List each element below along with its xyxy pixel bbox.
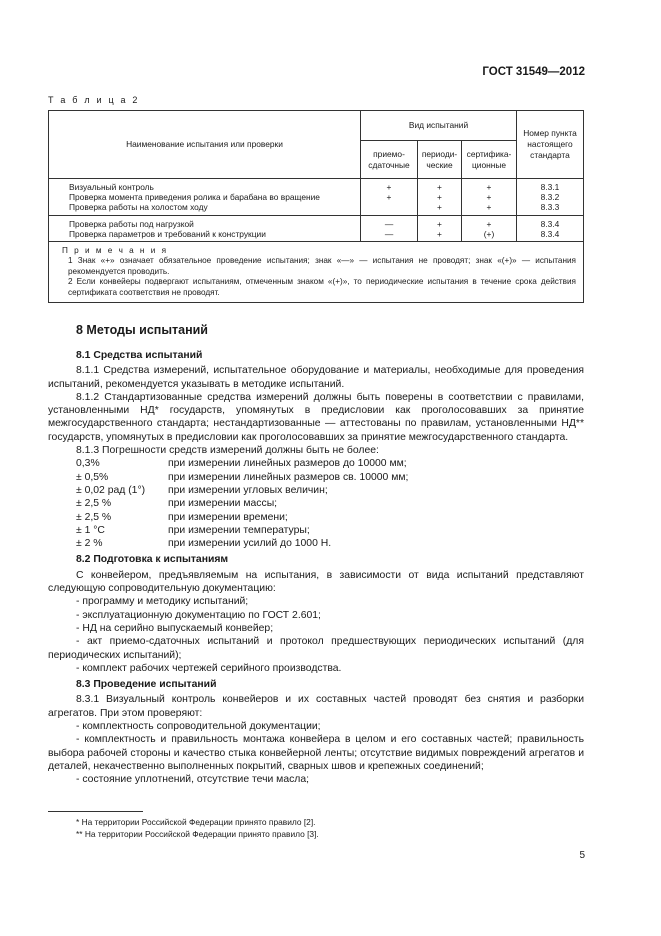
measure-row: [48, 471, 584, 484]
table-header-row: [49, 111, 584, 141]
list-item: - комплектность и правильность монтажа конвейера в целом и его составных частей; правильность выбора рабочей стороны и качество стыка конвейерной ленты; отсутствие видимых повреждений агрегатов и деталей, некачественно выполненных покрытий, сварных швов и крепежных соединений;: [48, 734, 584, 772]
subsection-heading: 8.2 Подготовка к испытаниям: [76, 554, 229, 566]
measure-value: ± 0,02 рад (1°): [76, 484, 146, 496]
paragraph: 8.1.2 Стандартизованные средства измерений должны быть поверены в соответствии с правилами, установленными НД* государств, упомянутых в предисловии как проголосовавших за принятие межгосударственного стандарта; нестандартизованные — аттестованы по правилам, установленными НД** государств, упомянутых в предисловии как проголосовавших за принятие межгосударственного стандарта.: [48, 391, 584, 443]
measure-value: ± 2,5 %: [76, 498, 112, 510]
measure-row: [48, 457, 584, 470]
section-title: 8 Методы испытаний: [76, 323, 208, 337]
subsection-heading: 8.1 Средства испытаний: [76, 350, 203, 361]
marks-periodic: + + +: [418, 179, 462, 216]
measure-desc: при измерении угловых величин;: [168, 484, 328, 496]
tests-table: [48, 110, 584, 303]
notes-title: П р и м е ч а н и я: [62, 246, 169, 256]
marks-acceptance: + +: [361, 179, 418, 216]
measure-desc: при измерении линейных размеров св. 10000 мм;: [168, 471, 409, 483]
list-item: - комплект рабочих чертежей серийного производства.: [76, 662, 342, 674]
col-header-name: Наименование испытания или проверки: [49, 111, 361, 179]
measure-desc: при измерении массы;: [168, 498, 278, 510]
marks-certification: + + +: [462, 179, 517, 216]
table-notes-row: [49, 242, 584, 303]
section-body: [48, 346, 584, 787]
paragraph: 8.1.3 Погрешности средств измерений должны быть не более:: [76, 445, 379, 457]
subsection-heading: 8.3 Проведение испытаний: [76, 679, 217, 691]
clause-numbers: 8.3.1 8.3.2 8.3.3: [517, 179, 584, 216]
marks-periodic: + +: [418, 215, 462, 241]
table-row-group: [49, 179, 584, 216]
footnote-divider: [48, 811, 143, 812]
measure-desc: при измерении температуры;: [168, 524, 310, 536]
footnote-2: ** На территории Российской Федерации принято правило [3].: [76, 829, 319, 839]
measure-row: [48, 497, 584, 510]
paragraph: 8.1.1 Средства измерений, испытательное оборудование и материалы, необходимые для проведения испытаний, рекомендуется указывать в методике испытаний.: [48, 365, 584, 390]
measure-value: ± 2 %: [76, 538, 103, 550]
col-header-acceptance: приемо- сдаточные: [361, 141, 418, 179]
paragraph: 8.3.1 Визуальный контроль конвейеров и их составных частей проводят без снятия и разборки агрегатов. При этом проверяют:: [48, 694, 584, 719]
measure-row: [48, 484, 584, 497]
test-names: Визуальный контроль Проверка момента приведения ролика и барабана во вращение Проверка работы на холостом ходу: [49, 179, 361, 216]
marks-acceptance: — —: [361, 215, 418, 241]
table-notes: [49, 242, 584, 303]
table-row-group: [49, 215, 584, 241]
list-item: - эксплуатационную документацию по ГОСТ 2.601;: [76, 609, 321, 621]
page-number: 5: [579, 850, 585, 861]
measure-value: 0,3%: [76, 458, 100, 470]
measure-value: ± 1 °С: [76, 524, 105, 536]
col-header-clause: Номер пункта настоящего стандарта: [517, 111, 584, 179]
list-item: - акт приемо-сдаточных испытаний и протокол предшествующих периодических испытаний (для периодических испытаний);: [48, 636, 584, 661]
marks-certification: + (+): [462, 215, 517, 241]
clause-numbers: 8.3.4 8.3.4: [517, 215, 584, 241]
measure-row: [48, 511, 584, 524]
measure-desc: при измерении линейных размеров до 10000 мм;: [168, 458, 407, 470]
measure-desc: при измерении времени;: [168, 511, 288, 523]
measure-row: [48, 524, 584, 537]
footnote-1: * На территории Российской Федерации принято правило [2].: [76, 817, 316, 827]
col-header-periodic: периоди- ческие: [418, 141, 462, 179]
measure-value: ± 0,5%: [76, 471, 109, 483]
measure-row: [48, 537, 584, 550]
list-item: - состояние уплотнений, отсутствие течи масла;: [76, 774, 310, 786]
table-caption: Т а б л и ц а 2: [48, 95, 140, 105]
col-header-certification: сертифика- ционные: [462, 141, 517, 179]
measure-value: ± 2,5 %: [76, 511, 112, 523]
note-2: 2 Если конвейеры подвергают испытаниям, отмеченным знаком «(+)», то периодические испытания в течение срока действия сертификата соответствия не проводят.: [68, 277, 576, 297]
standard-code: ГОСТ 31549—2012: [482, 66, 585, 78]
list-item: - НД на серийно выпускаемый конвейер;: [76, 622, 274, 634]
test-names: Проверка работы под нагрузкой Проверка параметров и требований к конструкции: [49, 215, 361, 241]
measure-desc: при измерении усилий до 1000 Н.: [168, 538, 332, 550]
col-header-kind: Вид испытаний: [361, 111, 517, 141]
note-1: 1 Знак «+» означает обязательное проведение испытания; знак «—» — испытания не проводят; знак «(+)» — испытания рекомендуется проводить.: [68, 256, 576, 276]
list-item: - программу и методику испытаний;: [76, 596, 249, 608]
list-item: - комплектность сопроводительной документации;: [76, 721, 321, 733]
paragraph: С конвейером, предъявляемым на испытания, в зависимости от вида испытаний представляют следующую сопроводительную документацию:: [48, 569, 584, 595]
